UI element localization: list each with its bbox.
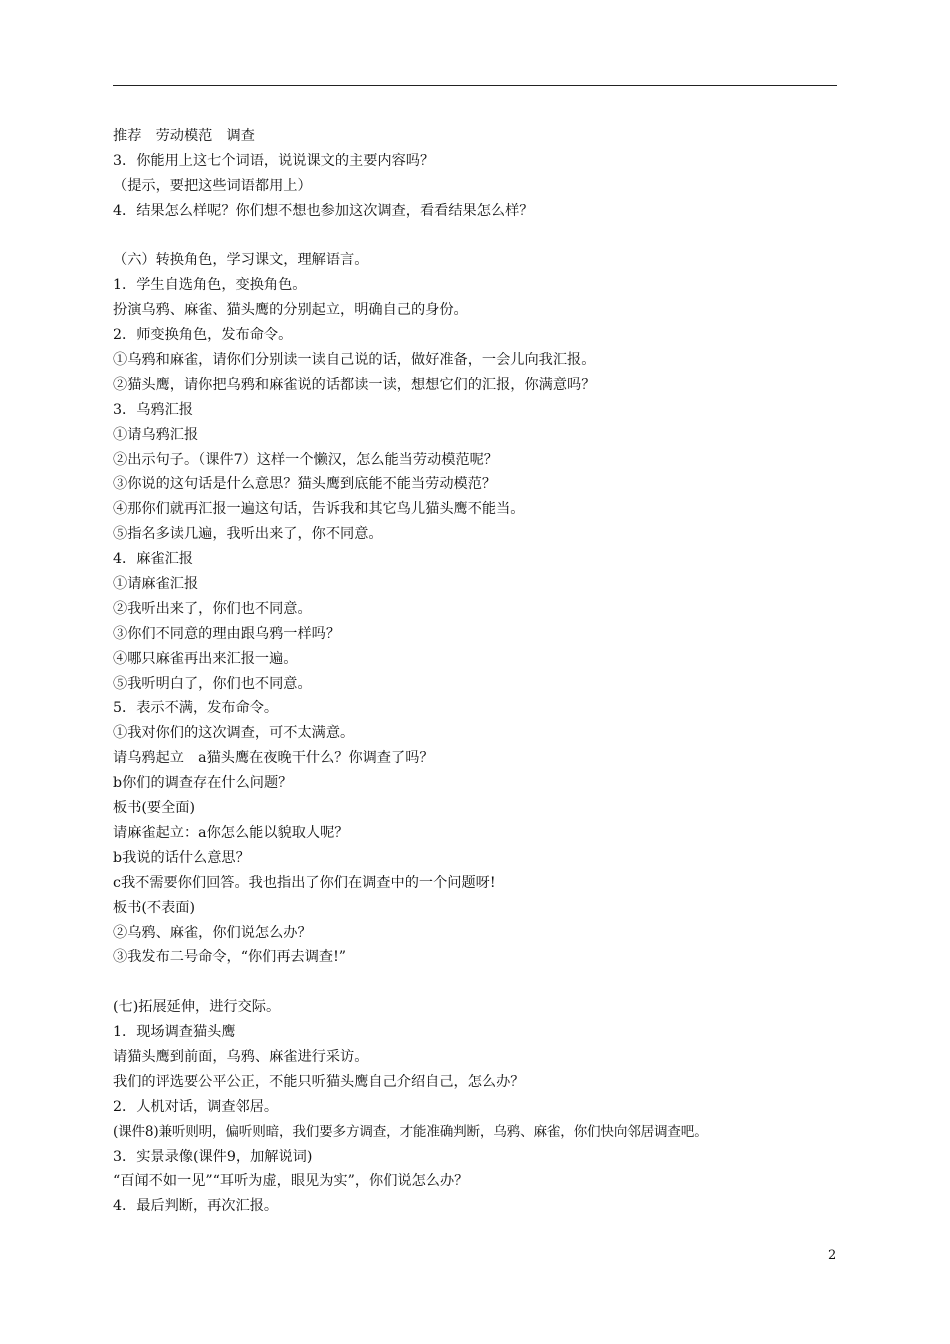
text-line: 板书(不表面) <box>113 899 196 916</box>
document-body <box>113 124 843 1219</box>
text-line: 4．结果怎么样呢？你们想不想也参加这次调查，看看结果怎么样？ <box>113 202 534 219</box>
text-line: 5．表示不满，发布命令。 <box>113 700 279 717</box>
text-line: ①乌鸦和麻雀，请你们分别读一读自己说的话，做好准备，一会儿向我汇报。 <box>113 352 596 369</box>
text-line: ①请麻雀汇报 <box>113 576 199 593</box>
text-line: 请猫头鹰到前面，乌鸦、麻雀进行采访。 <box>113 1048 369 1065</box>
text-line: ④哪只麻雀再出来汇报一遍。 <box>113 650 298 667</box>
text-line: 4．最后判断，再次汇报。 <box>113 1198 279 1215</box>
page-number: 2 <box>828 1248 837 1263</box>
text-line: “百闻不如一见”“耳听为虚，眼见为实”，你们说怎么办？ <box>113 1173 469 1190</box>
text-line: 2．人机对话，调查邻居。 <box>113 1098 279 1115</box>
text-line: （提示，要把这些词语都用上） <box>113 177 312 194</box>
text-line: 2．师变换角色，发布命令。 <box>113 327 293 344</box>
text-line: 4．麻雀汇报 <box>113 551 193 568</box>
text-line: 推荐 劳动模范 调查 <box>113 128 255 144</box>
text-line: ③你们不同意的理由跟乌鸦一样吗？ <box>113 625 341 642</box>
text-line: ③你说的这句话是什么意思？猫头鹰到底能不能当劳动模范？ <box>113 476 497 493</box>
blank-line <box>113 224 843 249</box>
text-line: (课件8)兼听则明，偏听则暗，我们要多方调查，才能准确判断，乌鸦、麻雀，你们快向邻居调查吧。 <box>113 1123 708 1140</box>
text-line: 1．学生自选角色，变换角色。 <box>113 277 307 294</box>
blank-line <box>113 970 843 995</box>
text-line: ①我对你们的这次调查，可不太满意。 <box>113 725 355 742</box>
text-line: c我不需要你们回答。我也指出了你们在调查中的一个问题呀! <box>113 874 496 891</box>
text-line: b你们的调查存在什么问题？ <box>113 775 293 792</box>
header-rule <box>113 85 837 86</box>
text-line: ②乌鸦、麻雀，你们说怎么办？ <box>113 924 312 941</box>
section-heading: （六）转换角色，学习课文，理解语言。 <box>113 252 369 269</box>
section-heading: (七)拓展延伸，进行交际。 <box>113 999 281 1016</box>
text-line: 3．实景录像(课件9，加解说词) <box>113 1148 313 1165</box>
text-line: ⑤指名多读几遍，我听出来了，你不同意。 <box>113 526 383 543</box>
text-line: ⑤我听明白了，你们也不同意。 <box>113 675 312 692</box>
text-line: ①请乌鸦汇报 <box>113 426 199 443</box>
text-line: ②出示句子。（课件7）这样一个懒汉，怎么能当劳动模范呢？ <box>113 451 498 468</box>
text-line: 请乌鸦起立 a猫头鹰在夜晚干什么？你调查了吗？ <box>113 750 434 767</box>
text-line: ②我听出来了，你们也不同意。 <box>113 600 312 617</box>
text-line: 3．你能用上这七个词语，说说课文的主要内容吗？ <box>113 152 435 169</box>
text-line: ③我发布二号命令，“你们再去调查!” <box>113 949 347 966</box>
text-line: 请麻雀起立：a你怎么能以貌取人呢？ <box>113 824 349 841</box>
text-line: ④那你们就再汇报一遍这句话，告诉我和其它鸟儿猫头鹰不能当。 <box>113 501 525 518</box>
text-line: 扮演乌鸦、麻雀、猫头鹰的分别起立，明确自己的身份。 <box>113 302 468 319</box>
text-line: 我们的评选要公平公正，不能只听猫头鹰自己介绍自己，怎么办？ <box>113 1073 525 1090</box>
text-line: 1．现场调查猫头鹰 <box>113 1024 236 1041</box>
text-line: ②猫头鹰，请你把乌鸦和麻雀说的话都读一读，想想它们的汇报，你满意吗？ <box>113 376 596 393</box>
text-line: b我说的话什么意思？ <box>113 849 250 866</box>
text-line: 3．乌鸦汇报 <box>113 401 193 418</box>
text-line: 板书(要全面) <box>113 800 196 817</box>
